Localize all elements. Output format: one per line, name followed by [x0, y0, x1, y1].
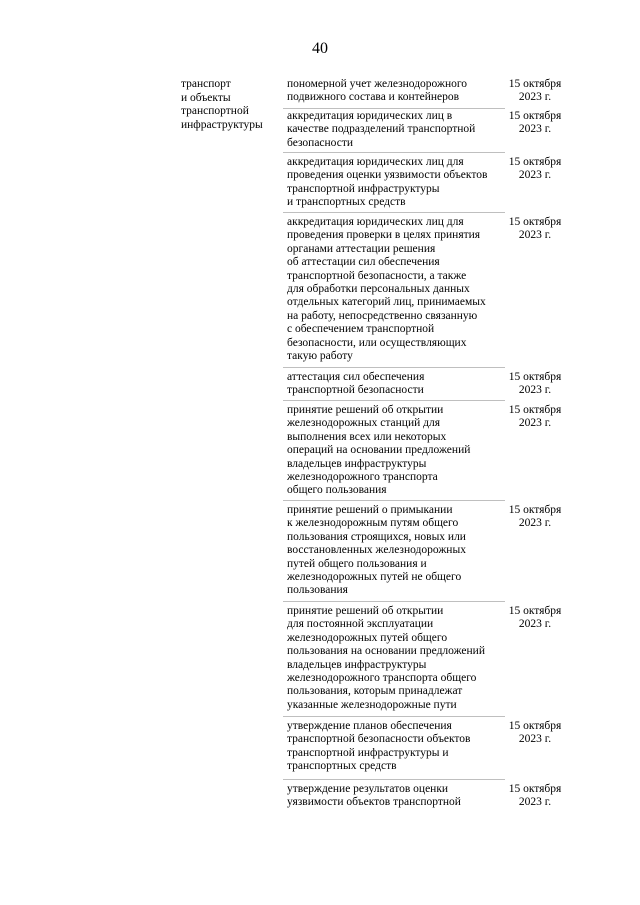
entry-date: 15 октября 2023 г. [508, 216, 562, 242]
entry-date: 15 октября 2023 г. [508, 504, 562, 530]
category-cell: транспорт и объекты транспортной инфраструктуры [181, 78, 263, 131]
entry-description: принятие решений о примыкании к железнодорожным путям общего пользования строящихся, новых или восстановленных железнодорожных путей общего пользования и железнодорожных путей не общего пользования [287, 504, 466, 597]
entry-description: аккредитация юридических лиц для проведения оценки уязвимости объектов транспортной инфраструктуры и транспортных средств [287, 156, 488, 209]
entry-date: 15 октября 2023 г. [508, 156, 562, 182]
entry-description: утверждение планов обеспечения транспортной безопасности объектов транспортной инфраструктуры и транспортных средств [287, 720, 471, 773]
entry-description: аккредитация юридических лиц для проведения проверки в целях принятия органами аттестации решения об аттестации сил обеспечения транспортной безопасности, а также для обработки персональных данных отдельных категорий лиц, принимаемых на работу, непосредственно связанную с обеспечением транспортной безопасности, или осуществляющих такую работу [287, 216, 486, 363]
row-divider [283, 716, 505, 717]
entry-date: 15 октября 2023 г. [508, 783, 562, 809]
entry-description: принятие решений об открытии железнодорожных станций для выполнения всех или некоторых операций на основании предложений владельцев инфраструктуры железнодорожного транспорта общего пользования [287, 404, 471, 497]
row-divider [283, 212, 505, 213]
row-divider [283, 108, 505, 109]
entry-description: пономерной учет железнодорожного подвижного состава и контейнеров [287, 78, 468, 104]
row-divider [283, 500, 505, 501]
entry-date: 15 октября 2023 г. [508, 404, 562, 430]
row-divider [283, 779, 505, 780]
entry-date: 15 октября 2023 г. [508, 78, 562, 104]
entry-date: 15 октября 2023 г. [508, 605, 562, 631]
entry-date: 15 октября 2023 г. [508, 110, 562, 136]
entry-description: аккредитация юридических лиц в качестве подразделений транспортной безопасности [287, 110, 476, 149]
row-divider [283, 367, 505, 368]
row-divider [283, 152, 505, 153]
entry-date: 15 октября 2023 г. [508, 371, 562, 397]
entry-description: аттестация сил обеспечения транспортной безопасности [287, 371, 425, 397]
entry-description: принятие решений об открытии для постоянной эксплуатации железнодорожных путей общего пользования на основании предложений владельцев инфраструктуры железнодорожного транспорта общего пользования, которым принадлежат указанные железнодорожные пути [287, 605, 485, 711]
entry-description: утверждение результатов оценки уязвимости объектов транспортной [287, 783, 461, 809]
row-divider [283, 400, 505, 401]
page-number: 40 [312, 40, 328, 57]
row-divider [283, 601, 505, 602]
entry-date: 15 октября 2023 г. [508, 720, 562, 746]
